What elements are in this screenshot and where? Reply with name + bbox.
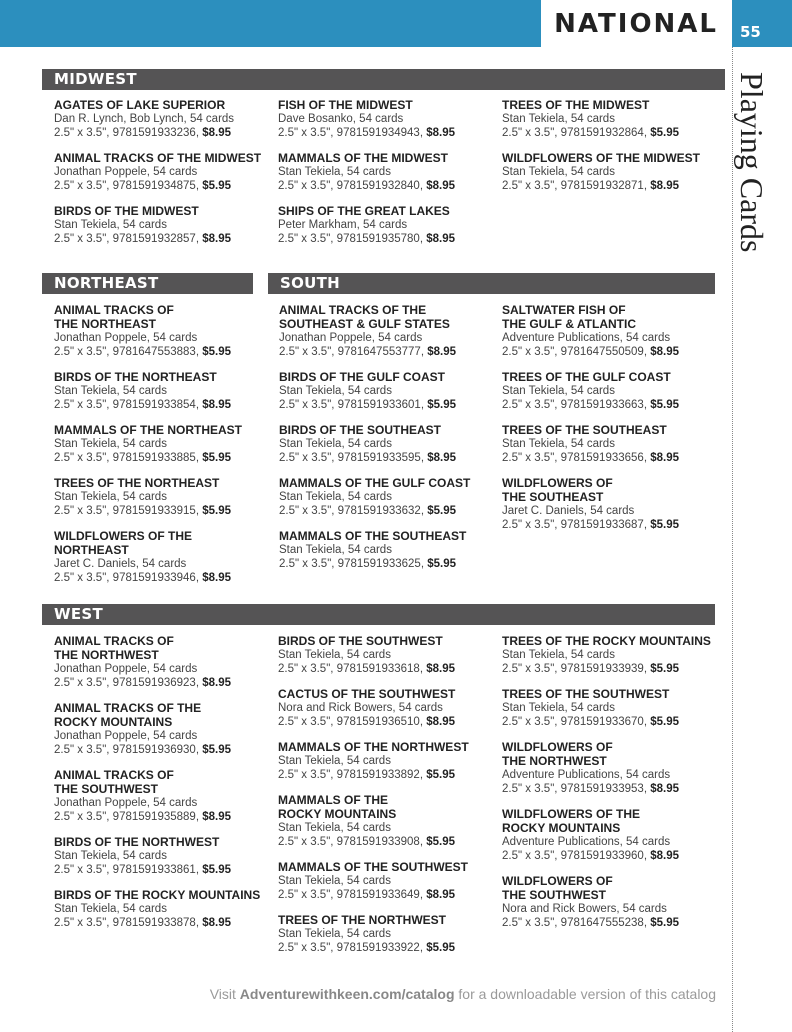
- product-title: MAMMALS OF THE SOUTHEAST: [279, 529, 467, 543]
- product-size-isbn: 2.5" x 3.5", 9781591932840,: [278, 180, 424, 192]
- catalog-entry: [279, 529, 494, 571]
- product-size-isbn: 2.5" x 3.5", 9781591933915,: [54, 505, 200, 517]
- product-author: Stan Tekiela, 54 cards: [54, 850, 167, 862]
- product-author: Peter Markham, 54 cards: [278, 219, 408, 231]
- product-title: WILDFLOWERS OF THE NORTHEAST: [54, 529, 192, 557]
- product-price: $5.95: [202, 452, 231, 464]
- page-number-box: [732, 0, 792, 47]
- catalog-entry: [278, 913, 493, 955]
- catalog-entry: [54, 888, 269, 930]
- product-specs: [54, 863, 269, 877]
- product-size-isbn: 2.5" x 3.5", 9781591933656,: [502, 452, 648, 464]
- product-specs: [54, 232, 269, 246]
- product-specs: [279, 345, 494, 359]
- catalog-entry: [54, 98, 269, 140]
- product-author: Stan Tekiela, 54 cards: [278, 822, 391, 834]
- product-size-isbn: 2.5" x 3.5", 9781591933618,: [278, 663, 424, 675]
- product-title: SHIPS OF THE GREAT LAKES: [278, 204, 450, 218]
- catalog-entry: [54, 204, 269, 246]
- catalog-entry: [502, 151, 717, 193]
- catalog-link[interactable]: Adventurewithkeen.com/catalog: [239, 986, 455, 1002]
- product-specs: [278, 232, 493, 246]
- product-price: $5.95: [426, 836, 455, 848]
- catalog-entry: [54, 370, 264, 412]
- product-price: $5.95: [650, 127, 679, 139]
- product-specs: [54, 451, 264, 465]
- product-size-isbn: 2.5" x 3.5", 9781591933649,: [278, 889, 424, 901]
- section-heading-south: SOUTH: [268, 273, 715, 294]
- midwest-column-3: [502, 98, 717, 204]
- product-specs: [278, 715, 493, 729]
- catalog-entry: [502, 98, 717, 140]
- product-specs: [54, 916, 269, 930]
- product-title: ANIMAL TRACKS OF THE ROCKY MOUNTAINS: [54, 701, 202, 729]
- product-price: $5.95: [426, 769, 455, 781]
- south-column-2: [502, 303, 717, 543]
- product-size-isbn: 2.5" x 3.5", 9781591933687,: [502, 519, 648, 531]
- product-price: $8.95: [426, 716, 455, 728]
- product-author: Stan Tekiela, 54 cards: [54, 903, 167, 915]
- product-title: SALTWATER FISH OF THE GULF & ATLANTIC: [502, 303, 636, 331]
- product-size-isbn: 2.5" x 3.5", 9781591935780,: [278, 233, 424, 245]
- product-author: Stan Tekiela, 54 cards: [278, 755, 391, 767]
- product-author: Stan Tekiela, 54 cards: [54, 219, 167, 231]
- catalog-entry: [54, 835, 269, 877]
- product-title: BIRDS OF THE NORTHEAST: [54, 370, 217, 384]
- catalog-entry: [278, 687, 493, 729]
- product-price: $8.95: [202, 399, 231, 411]
- section-heading-midwest: MIDWEST: [42, 69, 725, 90]
- page-number: 55: [740, 23, 761, 41]
- header-accent-bar: [0, 0, 541, 47]
- product-title: MAMMALS OF THE SOUTHWEST: [278, 860, 468, 874]
- product-title: WILDFLOWERS OF THE SOUTHEAST: [502, 476, 613, 504]
- product-author: Stan Tekiela, 54 cards: [54, 438, 167, 450]
- product-size-isbn: 2.5" x 3.5", 9781591936510,: [278, 716, 424, 728]
- product-size-isbn: 2.5" x 3.5", 9781591932864,: [502, 127, 648, 139]
- product-author: Adventure Publications, 54 cards: [502, 332, 671, 344]
- west-column-3: [502, 634, 717, 941]
- product-author: Jonathan Poppele, 54 cards: [54, 730, 198, 742]
- product-title: MAMMALS OF THE MIDWEST: [278, 151, 448, 165]
- product-specs: [54, 743, 269, 757]
- product-specs: [502, 179, 717, 193]
- catalog-entry: [278, 634, 493, 676]
- product-title: MAMMALS OF THE NORTHEAST: [54, 423, 242, 437]
- product-author: Jonathan Poppele, 54 cards: [54, 663, 198, 675]
- product-size-isbn: 2.5" x 3.5", 9781591933960,: [502, 850, 648, 862]
- product-size-isbn: 2.5" x 3.5", 9781591933663,: [502, 399, 648, 411]
- product-size-isbn: 2.5" x 3.5", 9781647550509,: [502, 346, 648, 358]
- product-size-isbn: 2.5" x 3.5", 9781591933908,: [278, 836, 424, 848]
- product-price: $8.95: [202, 127, 231, 139]
- product-size-isbn: 2.5" x 3.5", 9781591936930,: [54, 744, 200, 756]
- product-title: ANIMAL TRACKS OF THE SOUTHWEST: [54, 768, 174, 796]
- product-size-isbn: 2.5" x 3.5", 9781591933601,: [279, 399, 425, 411]
- product-price: $5.95: [650, 519, 679, 531]
- product-specs: [502, 398, 717, 412]
- product-specs: [279, 557, 494, 571]
- product-author: Stan Tekiela, 54 cards: [502, 166, 615, 178]
- product-size-isbn: 2.5" x 3.5", 9781591933625,: [279, 558, 425, 570]
- product-title: WILDFLOWERS OF THE NORTHWEST: [502, 740, 613, 768]
- midwest-column-1: [54, 98, 269, 257]
- catalog-entry: [502, 807, 717, 863]
- northeast-column-1: [54, 303, 264, 596]
- catalog-entry: [278, 740, 493, 782]
- product-title: FISH OF THE MIDWEST: [278, 98, 413, 112]
- product-price: $5.95: [202, 180, 231, 192]
- product-specs: [502, 715, 717, 729]
- catalog-entry: [278, 151, 493, 193]
- product-author: Jaret C. Daniels, 54 cards: [54, 558, 187, 570]
- product-title: TREES OF THE SOUTHWEST: [502, 687, 670, 701]
- catalog-entry: [54, 529, 264, 585]
- product-author: Stan Tekiela, 54 cards: [279, 491, 392, 503]
- product-price: $5.95: [650, 917, 679, 929]
- product-price: $8.95: [650, 850, 679, 862]
- product-title: AGATES OF LAKE SUPERIOR: [54, 98, 226, 112]
- product-title: ANIMAL TRACKS OF THE NORTHEAST: [54, 303, 174, 331]
- catalog-entry: [54, 303, 264, 359]
- product-specs: [279, 398, 494, 412]
- product-author: Stan Tekiela, 54 cards: [54, 491, 167, 503]
- section-heading-west: WEST: [42, 604, 715, 625]
- product-price: $8.95: [650, 783, 679, 795]
- catalog-entry: [279, 370, 494, 412]
- catalog-entry: [502, 687, 717, 729]
- catalog-entry: [279, 476, 494, 518]
- product-size-isbn: 2.5" x 3.5", 9781591934875,: [54, 180, 200, 192]
- product-price: $5.95: [202, 744, 231, 756]
- product-title: MAMMALS OF THE GULF COAST: [279, 476, 471, 490]
- catalog-entry: [278, 98, 493, 140]
- product-title: ANIMAL TRACKS OF THE MIDWEST: [54, 151, 262, 165]
- product-author: Nora and Rick Bowers, 54 cards: [278, 702, 443, 714]
- product-author: Jonathan Poppele, 54 cards: [54, 332, 198, 344]
- product-title: TREES OF THE MIDWEST: [502, 98, 650, 112]
- product-price: $8.95: [202, 572, 231, 584]
- product-size-isbn: 2.5" x 3.5", 9781647553777,: [279, 346, 425, 358]
- product-price: $8.95: [202, 677, 231, 689]
- product-price: $5.95: [202, 505, 231, 517]
- catalog-footer: [0, 986, 716, 1002]
- product-specs: [54, 676, 269, 690]
- product-size-isbn: 2.5" x 3.5", 9781591933885,: [54, 452, 200, 464]
- product-author: Stan Tekiela, 54 cards: [502, 438, 615, 450]
- product-price: $5.95: [202, 346, 231, 358]
- product-size-isbn: 2.5" x 3.5", 9781591933922,: [278, 942, 424, 954]
- product-price: $8.95: [426, 663, 455, 675]
- catalog-entry: [502, 423, 717, 465]
- product-size-isbn: 2.5" x 3.5", 9781591933854,: [54, 399, 200, 411]
- product-specs: [278, 835, 493, 849]
- product-price: $8.95: [202, 811, 231, 823]
- product-specs: [502, 916, 717, 930]
- product-price: $8.95: [202, 233, 231, 245]
- catalog-entry: [502, 476, 717, 532]
- product-title: MAMMALS OF THE ROCKY MOUNTAINS: [278, 793, 397, 821]
- product-title: TREES OF THE NORTHEAST: [54, 476, 220, 490]
- product-title: WILDFLOWERS OF THE ROCKY MOUNTAINS: [502, 807, 640, 835]
- product-author: Stan Tekiela, 54 cards: [279, 385, 392, 397]
- product-author: Stan Tekiela, 54 cards: [279, 438, 392, 450]
- product-specs: [502, 451, 717, 465]
- product-author: Adventure Publications, 54 cards: [502, 769, 671, 781]
- product-specs: [54, 126, 269, 140]
- product-title: TREES OF THE ROCKY MOUNTAINS: [502, 634, 711, 648]
- product-specs: [54, 398, 264, 412]
- product-author: Adventure Publications, 54 cards: [502, 836, 671, 848]
- product-specs: [502, 126, 717, 140]
- product-title: TREES OF THE SOUTHEAST: [502, 423, 667, 437]
- catalog-entry: [54, 634, 269, 690]
- product-price: $8.95: [426, 233, 455, 245]
- product-title: TREES OF THE NORTHWEST: [278, 913, 446, 927]
- catalog-entry: [279, 423, 494, 465]
- catalog-entry: [278, 204, 493, 246]
- product-size-isbn: 2.5" x 3.5", 9781647555238,: [502, 917, 648, 929]
- product-author: Stan Tekiela, 54 cards: [279, 544, 392, 556]
- product-title: BIRDS OF THE MIDWEST: [54, 204, 199, 218]
- product-author: Stan Tekiela, 54 cards: [278, 166, 391, 178]
- product-specs: [278, 888, 493, 902]
- product-price: $8.95: [426, 889, 455, 901]
- catalog-entry: [279, 303, 494, 359]
- product-size-isbn: 2.5" x 3.5", 9781591934943,: [278, 127, 424, 139]
- product-author: Stan Tekiela, 54 cards: [502, 649, 615, 661]
- product-size-isbn: 2.5" x 3.5", 9781591933595,: [279, 452, 425, 464]
- product-specs: [502, 662, 717, 676]
- product-price: $5.95: [202, 864, 231, 876]
- product-title: BIRDS OF THE ROCKY MOUNTAINS: [54, 888, 261, 902]
- product-author: Nora and Rick Bowers, 54 cards: [502, 903, 667, 915]
- product-author: Stan Tekiela, 54 cards: [278, 928, 391, 940]
- south-column-1: [279, 303, 494, 582]
- side-section-label: Playing Cards: [734, 72, 770, 253]
- product-price: $5.95: [650, 663, 679, 675]
- product-size-isbn: 2.5" x 3.5", 9781591936923,: [54, 677, 200, 689]
- product-author: Stan Tekiela, 54 cards: [502, 113, 615, 125]
- west-column-1: [54, 634, 269, 941]
- product-title: WILDFLOWERS OF THE SOUTHWEST: [502, 874, 613, 902]
- catalog-entry: [54, 476, 264, 518]
- product-price: $8.95: [650, 346, 679, 358]
- product-specs: [54, 179, 269, 193]
- side-divider: [732, 47, 733, 1032]
- product-author: Dan R. Lynch, Bob Lynch, 54 cards: [54, 113, 235, 125]
- product-price: $8.95: [202, 917, 231, 929]
- product-size-isbn: 2.5" x 3.5", 9781591933939,: [502, 663, 648, 675]
- product-specs: [278, 768, 493, 782]
- product-author: Jonathan Poppele, 54 cards: [279, 332, 423, 344]
- product-author: Dave Bosanko, 54 cards: [278, 113, 404, 125]
- footer-prefix: Visit: [209, 986, 236, 1002]
- product-specs: [54, 504, 264, 518]
- product-size-isbn: 2.5" x 3.5", 9781591933236,: [54, 127, 200, 139]
- product-title: BIRDS OF THE SOUTHEAST: [279, 423, 442, 437]
- product-specs: [502, 518, 717, 532]
- product-specs: [278, 662, 493, 676]
- product-specs: [279, 504, 494, 518]
- product-specs: [278, 179, 493, 193]
- header-title-box: [541, 0, 732, 47]
- product-specs: [502, 345, 717, 359]
- product-specs: [278, 126, 493, 140]
- product-title: WILDFLOWERS OF THE MIDWEST: [502, 151, 700, 165]
- catalog-entry: [54, 151, 269, 193]
- product-specs: [54, 345, 264, 359]
- product-price: $8.95: [427, 452, 456, 464]
- product-size-isbn: 2.5" x 3.5", 9781647553883,: [54, 346, 200, 358]
- product-title: ANIMAL TRACKS OF THE SOUTHEAST & GULF STATES: [279, 303, 450, 331]
- product-size-isbn: 2.5" x 3.5", 9781591933953,: [502, 783, 648, 795]
- product-price: $8.95: [427, 346, 456, 358]
- product-price: $5.95: [650, 716, 679, 728]
- product-specs: [54, 571, 264, 585]
- catalog-entry: [502, 303, 717, 359]
- product-author: Stan Tekiela, 54 cards: [502, 385, 615, 397]
- product-price: $5.95: [427, 399, 456, 411]
- product-size-isbn: 2.5" x 3.5", 9781591935889,: [54, 811, 200, 823]
- catalog-entry: [502, 634, 717, 676]
- catalog-entry: [54, 423, 264, 465]
- product-price: $5.95: [650, 399, 679, 411]
- catalog-entry: [278, 860, 493, 902]
- product-size-isbn: 2.5" x 3.5", 9781591933878,: [54, 917, 200, 929]
- product-price: $8.95: [426, 127, 455, 139]
- product-size-isbn: 2.5" x 3.5", 9781591933670,: [502, 716, 648, 728]
- catalog-entry: [54, 768, 269, 824]
- product-size-isbn: 2.5" x 3.5", 9781591933632,: [279, 505, 425, 517]
- product-author: Jonathan Poppele, 54 cards: [54, 797, 198, 809]
- product-price: $8.95: [650, 452, 679, 464]
- catalog-entry: [54, 701, 269, 757]
- product-specs: [278, 941, 493, 955]
- product-author: Stan Tekiela, 54 cards: [278, 649, 391, 661]
- catalog-entry: [502, 740, 717, 796]
- product-title: CACTUS OF THE SOUTHWEST: [278, 687, 456, 701]
- product-size-isbn: 2.5" x 3.5", 9781591933892,: [278, 769, 424, 781]
- product-size-isbn: 2.5" x 3.5", 9781591933861,: [54, 864, 200, 876]
- product-size-isbn: 2.5" x 3.5", 9781591933946,: [54, 572, 200, 584]
- product-author: Jonathan Poppele, 54 cards: [54, 166, 198, 178]
- product-price: $5.95: [426, 942, 455, 954]
- product-size-isbn: 2.5" x 3.5", 9781591932857,: [54, 233, 200, 245]
- product-specs: [502, 782, 717, 796]
- product-author: Stan Tekiela, 54 cards: [278, 875, 391, 887]
- west-column-2: [278, 634, 493, 966]
- product-author: Stan Tekiela, 54 cards: [502, 702, 615, 714]
- product-specs: [54, 810, 269, 824]
- product-price: $5.95: [427, 558, 456, 570]
- product-title: BIRDS OF THE SOUTHWEST: [278, 634, 443, 648]
- product-specs: [279, 451, 494, 465]
- product-author: Stan Tekiela, 54 cards: [54, 385, 167, 397]
- catalog-entry: [502, 874, 717, 930]
- product-title: ANIMAL TRACKS OF THE NORTHWEST: [54, 634, 174, 662]
- footer-suffix: for a downloadable version of this catalog: [458, 986, 716, 1002]
- product-title: TREES OF THE GULF COAST: [502, 370, 671, 384]
- catalog-entry: [278, 793, 493, 849]
- midwest-column-2: [278, 98, 493, 257]
- product-specs: [502, 849, 717, 863]
- product-author: Jaret C. Daniels, 54 cards: [502, 505, 635, 517]
- product-price: $8.95: [650, 180, 679, 192]
- product-title: MAMMALS OF THE NORTHWEST: [278, 740, 469, 754]
- section-heading-northeast: NORTHEAST: [42, 273, 253, 294]
- catalog-entry: [502, 370, 717, 412]
- product-price: $8.95: [426, 180, 455, 192]
- page-title: NATIONAL: [554, 9, 718, 39]
- product-price: $5.95: [427, 505, 456, 517]
- product-title: BIRDS OF THE GULF COAST: [279, 370, 445, 384]
- product-title: BIRDS OF THE NORTHWEST: [54, 835, 220, 849]
- product-size-isbn: 2.5" x 3.5", 9781591932871,: [502, 180, 648, 192]
